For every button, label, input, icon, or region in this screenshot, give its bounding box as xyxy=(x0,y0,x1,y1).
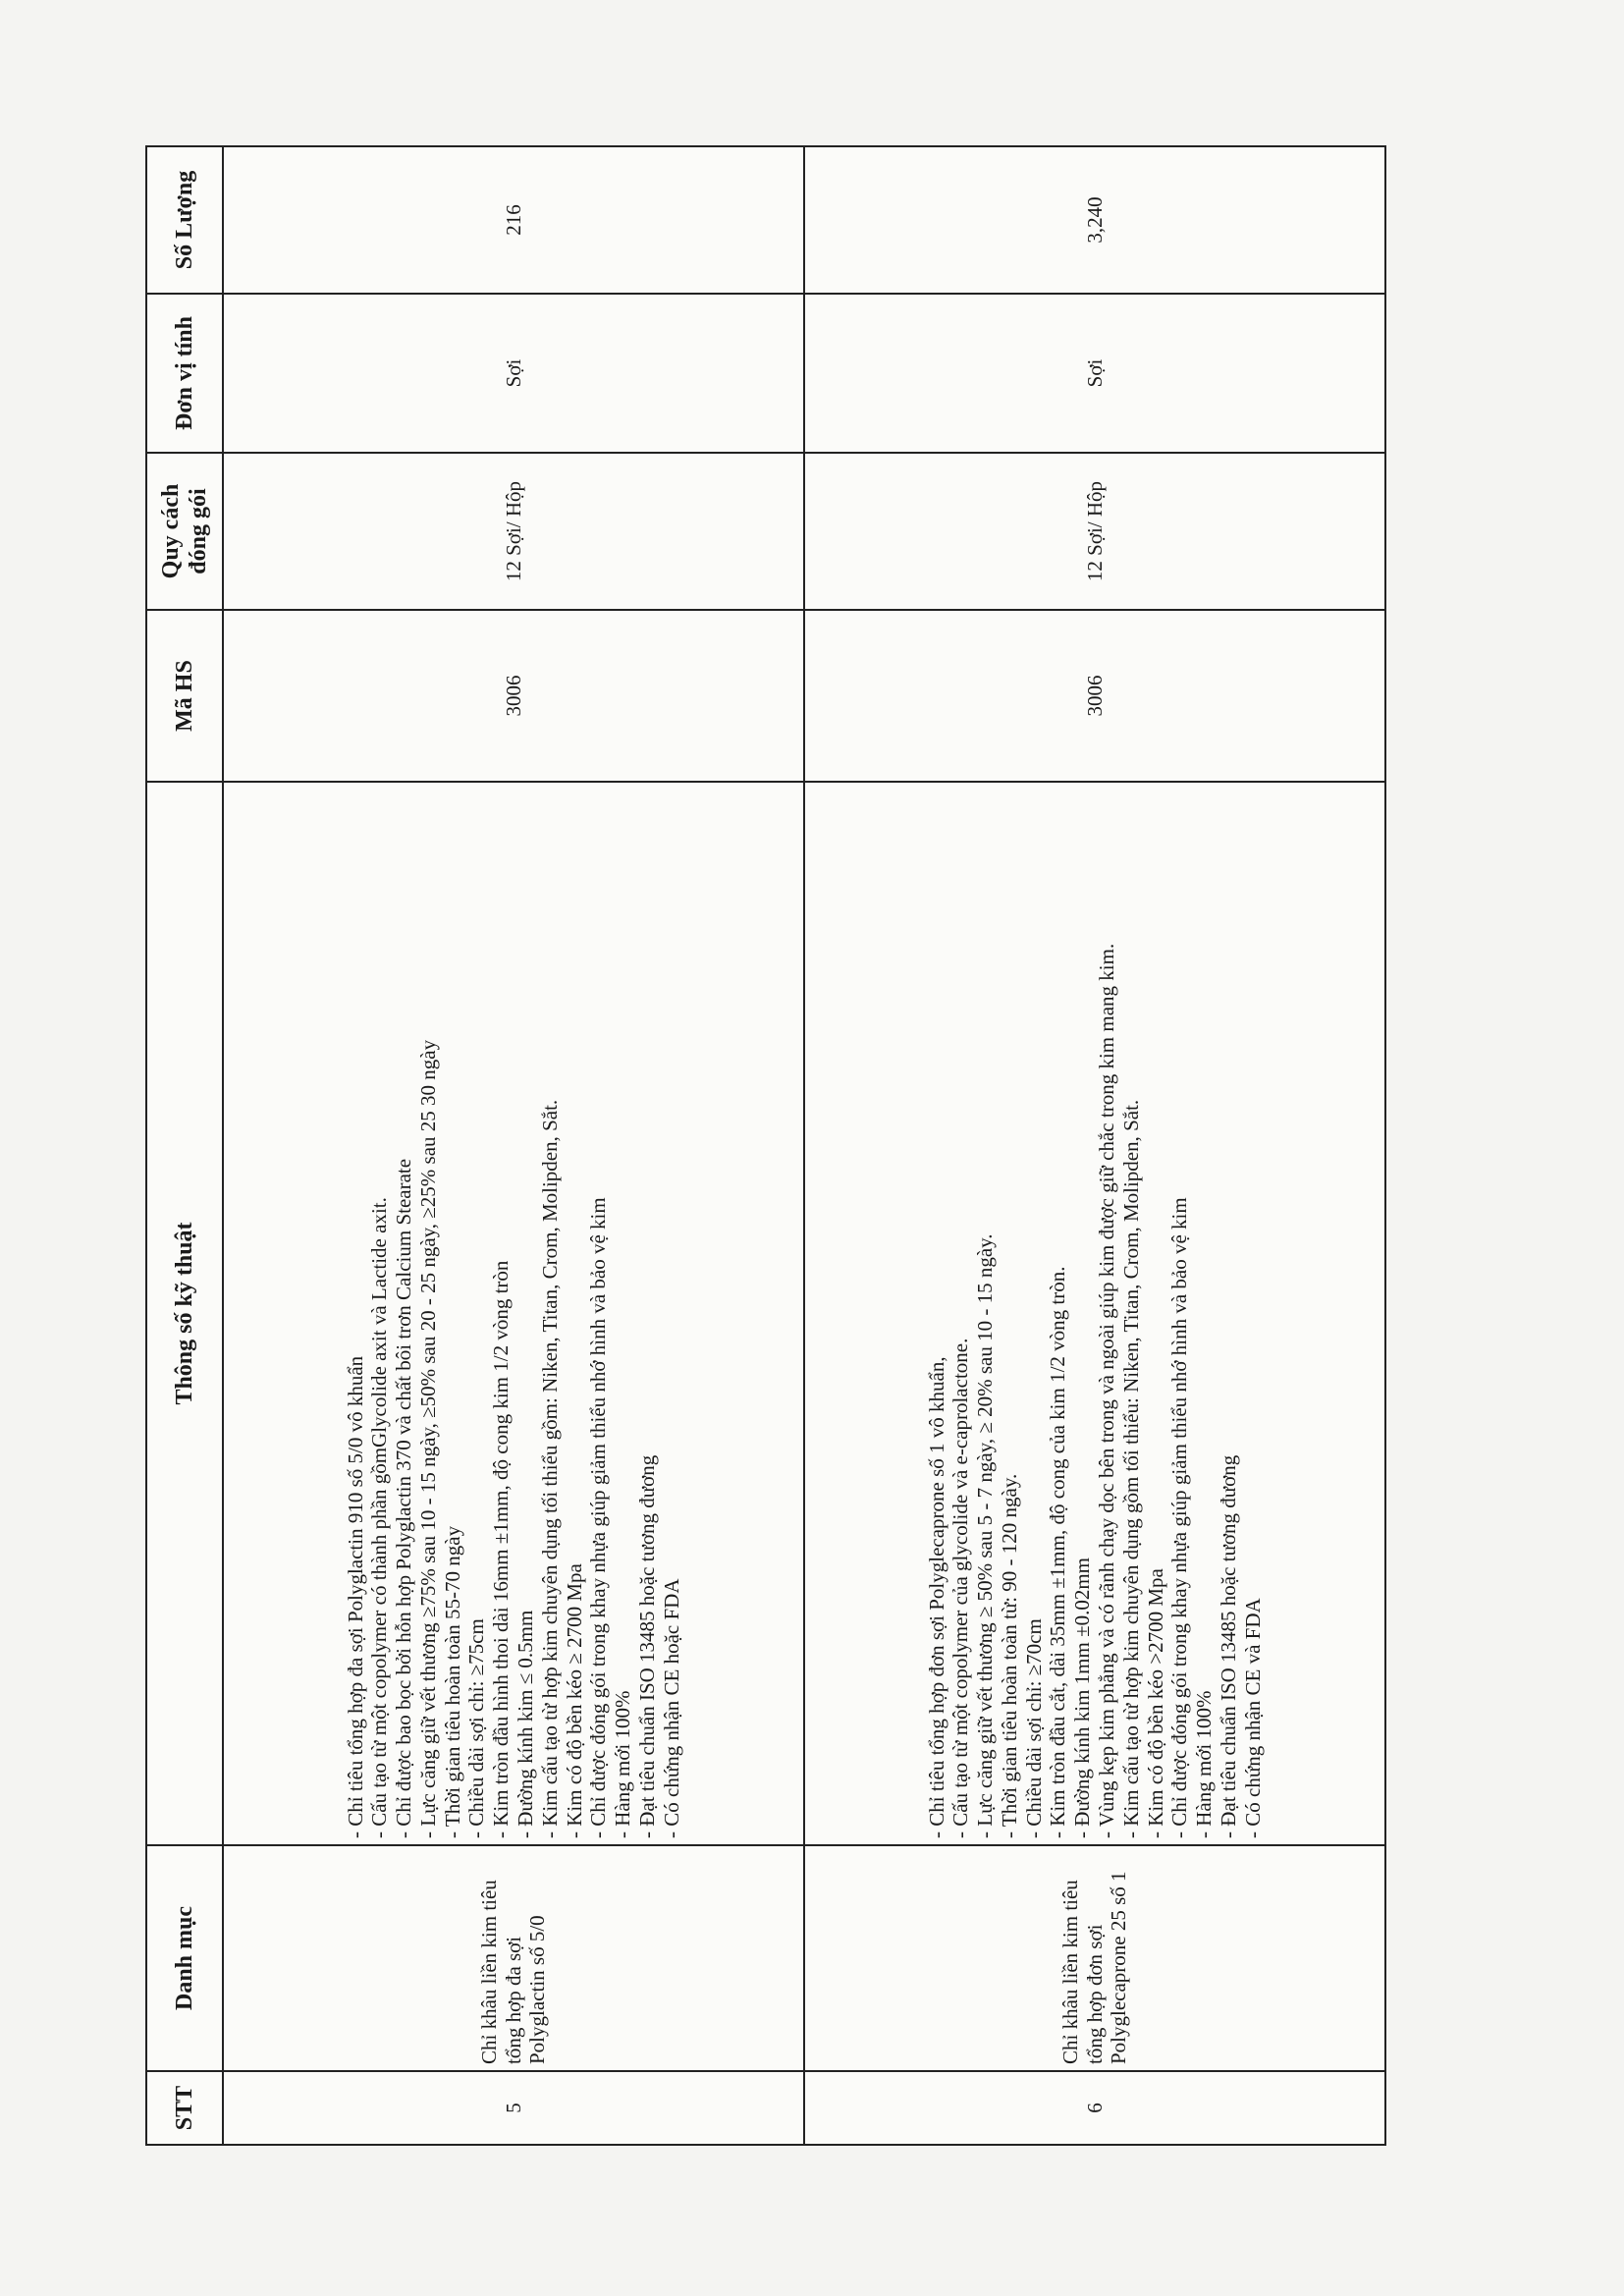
spec-line: - Chỉ được bao bọc bởi hỗn hợp Polyglactin 370 và chất bôi trơn Calcium Stearate xyxy=(392,1158,416,1838)
row-stt: 5 xyxy=(223,2071,804,2145)
spec-line: - Cấu tạo từ một copolymer có thành phần gồmGlycolide axit và Lactide axit. xyxy=(367,1197,392,1838)
spec-line: - Vùng kẹp kim phẳng và có rãnh chạy dọc bên trong và ngoài giúp kim được giữ chắc trong kim mang kim. xyxy=(1095,943,1118,1838)
spec-line: - Hàng mới 100% xyxy=(1192,1690,1217,1838)
spec-line: - Đạt tiêu chuẩn ISO 13485 hoặc tương đương xyxy=(634,1454,659,1838)
spec-line: - Kim tròn đầu cắt, dài 35mm ±1mm, độ cong của kim 1/2 vòng tròn. xyxy=(1046,1266,1070,1838)
header-hs: Mã HS xyxy=(146,610,223,782)
rotated-table-wrapper xyxy=(145,147,1382,2146)
spec-line: - Chỉ được đóng gói trong khay nhựa giúp giảm thiểu nhớ hình và bảo vệ kim xyxy=(586,1197,611,1838)
spec-line: - Kim tròn đầu hình thoi dài 16mm ±1mm, độ cong kim 1/2 vòng tròn xyxy=(489,1260,514,1838)
header-quantity: Số Lượng xyxy=(146,146,223,294)
header-packing-line2: đóng gói xyxy=(186,488,211,574)
table-row xyxy=(223,146,804,2145)
row-hs: 3006 xyxy=(223,610,804,782)
row-packing: 12 Sợi/ Hộp xyxy=(223,453,804,610)
header-row xyxy=(146,146,223,2145)
header-packing xyxy=(146,453,223,610)
row-category: Chỉ khâu liền kim tiêu tổng hợp đơn sợi Polyglecaprone 25 số 1 xyxy=(804,1845,1385,2071)
spec-line: - Thời gian tiêu hoàn toàn từ: 90 - 120 ngày. xyxy=(997,1473,1021,1838)
spec-line: - Đạt tiêu chuẩn ISO 13485 hoặc tương đương xyxy=(1216,1454,1240,1838)
header-category: Danh mục xyxy=(146,1845,223,2071)
header-packing-line1: Quy cách xyxy=(157,483,184,579)
table-row xyxy=(804,146,1385,2145)
spec-line: - Đường kính kim 1mm ±0.02mm xyxy=(1070,1557,1095,1838)
row-unit: Sợi xyxy=(804,294,1385,453)
row-quantity: 3,240 xyxy=(804,146,1385,294)
spec-line: - Có chứng nhận CE hoặc FDA xyxy=(659,1578,683,1838)
spec-line: - Chỉ được đóng gói trong khay nhựa giúp giảm thiểu nhớ hình và bảo vệ kim xyxy=(1167,1197,1192,1838)
spec-table xyxy=(145,145,1386,2146)
row-stt: 6 xyxy=(804,2071,1385,2145)
spec-line: - Kim có độ bền kéo ≥ 2700 Mpa xyxy=(562,1563,586,1838)
header-specs: Thông số kỹ thuật xyxy=(146,782,223,1845)
spec-line: - Lực căng giữ vết thương ≥75% sau 10 - 15 ngày, ≥50% sau 20 - 25 ngày, ≥25% sau 25 30 ngày xyxy=(415,1039,440,1838)
row-hs: 3006 xyxy=(804,610,1385,782)
row-unit: Sợi xyxy=(223,294,804,453)
spec-line: - Chiều dài sợi chỉ: ≥70cm xyxy=(1021,1618,1046,1838)
spec-line: - Chiều dài sợi chỉ: ≥75cm xyxy=(464,1618,489,1838)
spec-line: - Lực căng giữ vết thương ≥ 50% sau 5 - 7 ngày, ≥ 20% sau 10 - 15 ngày. xyxy=(973,1233,998,1838)
row-specs xyxy=(804,782,1385,1845)
spec-line: - Có chứng nhận CE và FDA xyxy=(1240,1598,1265,1838)
row-specs xyxy=(223,782,804,1845)
row-category: Chỉ khâu liền kim tiêu tổng hợp đa sợi Polyglactin số 5/0 xyxy=(223,1845,804,2071)
spec-line: - Hàng mới 100% xyxy=(611,1690,635,1838)
spec-line: - Kim có độ bền kéo >2700 Mpa xyxy=(1143,1568,1167,1838)
row-packing: 12 Sợi/ Hộp xyxy=(804,453,1385,610)
spec-line: - Kim cấu tạo từ hợp kim chuyên dụng tối thiểu gồm: Niken, Titan, Crom, Molipden, Sắt. xyxy=(537,1099,562,1838)
spec-line: - Đường kính kim ≤ 0.5mm xyxy=(514,1610,537,1838)
spec-line: - Kim cấu tạo từ hợp kim chuyên dụng gồm tối thiểu: Niken, Titan, Crom, Molipden, Sắt. xyxy=(1118,1099,1143,1838)
spec-line: - Chỉ tiêu tổng hợp đa sợi Polyglactin 910 số 5/0 vô khuẩn xyxy=(343,1355,367,1838)
spec-line: - Chỉ tiêu tổng hợp đơn sợi Polyglecaprone số 1 vô khuẩn, xyxy=(924,1356,948,1838)
row-quantity: 216 xyxy=(223,146,804,294)
spec-line: - Thời gian tiêu hoàn toàn 55-70 ngày xyxy=(440,1525,464,1838)
spec-line: - Cấu tạo từ một copolymer của glycolide và e-caprolactone. xyxy=(948,1338,973,1838)
header-stt: STT xyxy=(146,2071,223,2145)
header-unit: Đơn vị tính xyxy=(146,294,223,453)
